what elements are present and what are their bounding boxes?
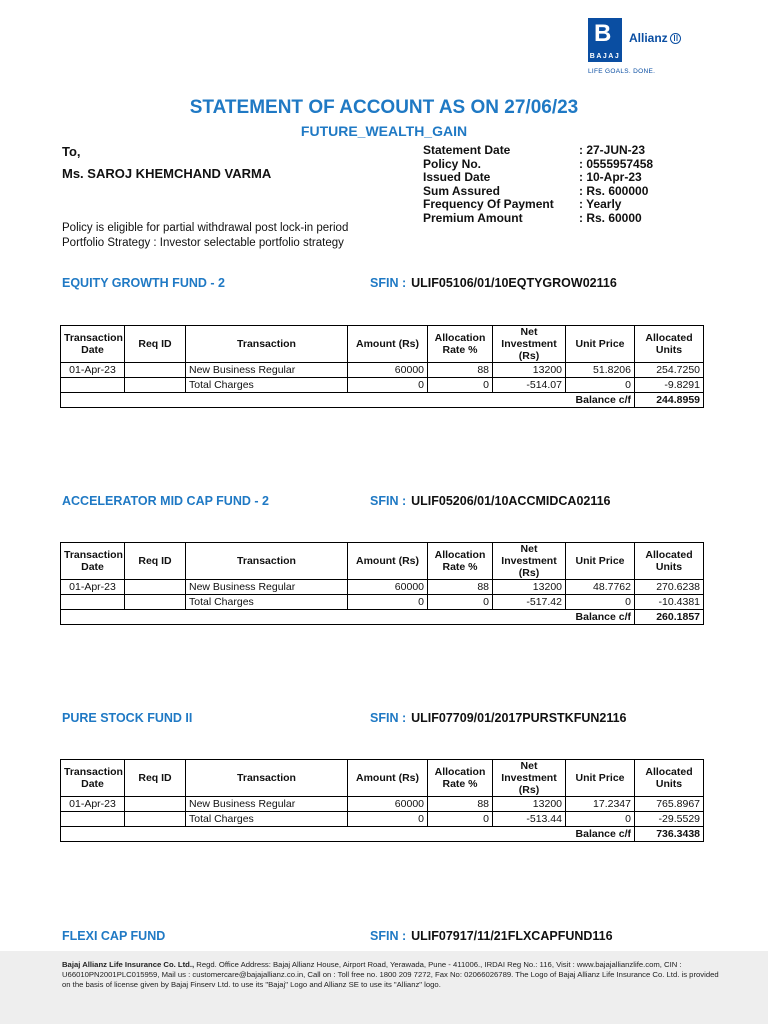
table-row <box>61 595 704 610</box>
cell-amount: 60000 <box>348 580 428 595</box>
col-header-transaction-date: Transaction Date <box>61 543 125 580</box>
detail-value: : Yearly <box>579 197 622 211</box>
policy-number-row <box>423 158 653 172</box>
portfolio-strategy-note: Portfolio Strategy : Investor selectable portfolio strategy <box>62 237 344 249</box>
fund-name: PURE STOCK FUND II <box>62 711 193 725</box>
issued-date-row <box>423 171 653 185</box>
sum-assured-row <box>423 185 653 199</box>
cell-allocation-rate: 88 <box>428 363 493 378</box>
col-header-amount: Amount (Rs) <box>348 326 428 363</box>
col-header-allocation-rate: Allocation Rate % <box>428 326 493 363</box>
fund-sfin <box>370 711 627 725</box>
cell-units: 270.6238 <box>635 580 704 595</box>
cell-allocation-rate: 88 <box>428 797 493 812</box>
col-header-unit-price: Unit Price <box>566 760 635 797</box>
cell-net-investment: -514.07 <box>493 378 566 393</box>
cell-req-id <box>125 363 186 378</box>
cell-amount: 0 <box>348 812 428 827</box>
table-header-row <box>61 543 704 580</box>
cell-units: 254.7250 <box>635 363 704 378</box>
fund-transactions-table <box>60 759 704 842</box>
sfin-code: ULIF05106/01/10EQTYGROW02116 <box>411 276 617 290</box>
cell-amount: 0 <box>348 595 428 610</box>
fund-name: ACCELERATOR MID CAP FUND - 2 <box>62 494 269 508</box>
cell-req-id <box>125 595 186 610</box>
col-header-net-investment: Net Investment (Rs) <box>493 543 566 580</box>
detail-label: Statement Date <box>423 143 511 157</box>
table-row <box>61 797 704 812</box>
balance-label: Balance c/f <box>61 393 635 408</box>
brand-tagline: LIFE GOALS. DONE. <box>588 68 656 75</box>
table-header-row <box>61 760 704 797</box>
premium-amount-row <box>423 212 653 226</box>
detail-label: Premium Amount <box>423 210 523 225</box>
col-header-transaction-date: Transaction Date <box>61 326 125 363</box>
sfin-code: ULIF07709/01/2017PURSTKFUN2116 <box>411 711 627 725</box>
statement-date-row <box>423 144 653 158</box>
cell-allocation-rate: 0 <box>428 378 493 393</box>
cell-transaction: New Business Regular <box>186 363 348 378</box>
plan-name: FUTURE_WEALTH_GAIN <box>300 123 468 139</box>
cell-amount: 60000 <box>348 797 428 812</box>
balance-label: Balance c/f <box>61 610 635 625</box>
cell-allocation-rate: 0 <box>428 595 493 610</box>
footer-text <box>62 960 722 990</box>
sfin-label: SFIN : <box>370 711 407 725</box>
cell-allocation-rate: 88 <box>428 580 493 595</box>
detail-label: Policy No. <box>423 156 482 171</box>
cell-amount: 0 <box>348 378 428 393</box>
col-header-transaction: Transaction <box>186 760 348 797</box>
cell-net-investment: -517.42 <box>493 595 566 610</box>
col-header-allocated-units: Allocated Units <box>635 760 704 797</box>
cell-unit-price: 0 <box>566 595 635 610</box>
table-row <box>61 580 704 595</box>
allianz-logo <box>629 31 681 45</box>
col-header-transaction: Transaction <box>186 543 348 580</box>
col-header-req-id: Req ID <box>125 760 186 797</box>
footer-address: Regd. Office Address: Bajaj Allianz House, Airport Road, Yerawada, Pune - 411006., IRDAI Reg No.: 116, Visit : www.bajajallianzlife.com, CIN : U66010PN2001PLC015959, Mail us : customercare@bajajallianz.co.in, Call on : Toll free no. 1800 209 7272, Fax No: 02066026789. The Logo of Bajaj Allianz Life Insurance Co. Ltd. is provided on the basis of license given by Bajaj Finserv Ltd. to use its "Bajaj" Logo and Allianz SE to use its "Allianz" logo. <box>62 960 719 989</box>
balance-row <box>61 393 704 408</box>
cell-req-id <box>125 580 186 595</box>
cell-net-investment: 13200 <box>493 363 566 378</box>
cell-unit-price: 0 <box>566 812 635 827</box>
cell-units: -9.8291 <box>635 378 704 393</box>
recipient-name: Ms. SAROJ KHEMCHAND VARMA <box>62 166 272 181</box>
table-row <box>61 812 704 827</box>
statement-title: STATEMENT OF ACCOUNT AS ON 27/06/23 <box>189 97 579 118</box>
balance-row <box>61 610 704 625</box>
cell-transaction: New Business Regular <box>186 797 348 812</box>
payment-frequency-row <box>423 198 653 212</box>
cell-net-investment: 13200 <box>493 580 566 595</box>
footer-company-name: Bajaj Allianz Life Insurance Co. Ltd., <box>62 960 195 969</box>
cell-transaction: Total Charges <box>186 812 348 827</box>
cell-transaction: Total Charges <box>186 378 348 393</box>
cell-net-investment: -513.44 <box>493 812 566 827</box>
cell-date <box>61 595 125 610</box>
sfin-code: ULIF07917/11/21FLXCAPFUND116 <box>411 929 613 943</box>
cell-unit-price: 51.8206 <box>566 363 635 378</box>
table-row <box>61 378 704 393</box>
cell-date <box>61 378 125 393</box>
table-header-row <box>61 326 704 363</box>
sfin-code: ULIF05206/01/10ACCMIDCA02116 <box>411 494 611 508</box>
detail-value: : 10-Apr-23 <box>579 170 642 184</box>
detail-label: Frequency Of Payment <box>423 197 554 211</box>
table-row <box>61 363 704 378</box>
cell-net-investment: 13200 <box>493 797 566 812</box>
fund-sfin <box>370 276 617 290</box>
page-footer <box>0 951 768 1024</box>
detail-label: Sum Assured <box>423 183 500 198</box>
allianz-logo-text: Allianz <box>629 31 668 45</box>
cell-req-id <box>125 812 186 827</box>
col-header-transaction-date: Transaction Date <box>61 760 125 797</box>
col-header-transaction: Transaction <box>186 326 348 363</box>
col-header-req-id: Req ID <box>125 543 186 580</box>
sfin-label: SFIN : <box>370 929 407 943</box>
col-header-amount: Amount (Rs) <box>348 760 428 797</box>
fund-sfin <box>370 929 613 943</box>
withdrawal-note: Policy is eligible for partial withdrawal post lock-in period <box>62 222 349 234</box>
sfin-label: SFIN : <box>370 494 407 508</box>
fund-name: EQUITY GROWTH FUND - 2 <box>62 276 225 290</box>
balance-value: 244.8959 <box>635 393 704 408</box>
fund-sfin <box>370 494 611 508</box>
cell-allocation-rate: 0 <box>428 812 493 827</box>
detail-value: : Rs. 600000 <box>579 183 649 198</box>
to-label: To, <box>62 144 81 159</box>
cell-req-id <box>125 378 186 393</box>
balance-value: 736.3438 <box>635 827 704 842</box>
col-header-unit-price: Unit Price <box>566 543 635 580</box>
cell-unit-price: 48.7762 <box>566 580 635 595</box>
cell-unit-price: 17.2347 <box>566 797 635 812</box>
cell-date: 01-Apr-23 <box>61 363 125 378</box>
fund-transactions-table <box>60 325 704 408</box>
bajaj-logo-mark <box>588 18 622 62</box>
col-header-req-id: Req ID <box>125 326 186 363</box>
col-header-amount: Amount (Rs) <box>348 543 428 580</box>
cell-units: 765.8967 <box>635 797 704 812</box>
cell-unit-price: 0 <box>566 378 635 393</box>
fund-transactions-table <box>60 542 704 625</box>
cell-units: -29.5529 <box>635 812 704 827</box>
col-header-allocated-units: Allocated Units <box>635 326 704 363</box>
balance-value: 260.1857 <box>635 610 704 625</box>
detail-value: : 0555957458 <box>579 156 654 171</box>
cell-transaction: New Business Regular <box>186 580 348 595</box>
col-header-allocation-rate: Allocation Rate % <box>428 760 493 797</box>
cell-amount: 60000 <box>348 363 428 378</box>
cell-req-id <box>125 797 186 812</box>
col-header-allocation-rate: Allocation Rate % <box>428 543 493 580</box>
col-header-unit-price: Unit Price <box>566 326 635 363</box>
balance-row <box>61 827 704 842</box>
cell-date <box>61 812 125 827</box>
detail-label: Issued Date <box>423 170 491 184</box>
cell-date: 01-Apr-23 <box>61 797 125 812</box>
bajaj-logo-text: BAJAJ <box>589 53 621 60</box>
policy-details <box>423 144 653 225</box>
detail-value: : Rs. 60000 <box>579 210 642 225</box>
cell-date: 01-Apr-23 <box>61 580 125 595</box>
col-header-net-investment: Net Investment (Rs) <box>493 326 566 363</box>
cell-transaction: Total Charges <box>186 595 348 610</box>
col-header-allocated-units: Allocated Units <box>635 543 704 580</box>
detail-value: : 27-JUN-23 <box>579 143 646 157</box>
fund-name: FLEXI CAP FUND <box>62 929 166 943</box>
sfin-label: SFIN : <box>370 276 407 290</box>
col-header-net-investment: Net Investment (Rs) <box>493 760 566 797</box>
cell-units: -10.4381 <box>635 595 704 610</box>
balance-label: Balance c/f <box>61 827 635 842</box>
bajaj-b-icon: B <box>594 20 612 47</box>
allianz-eagle-icon <box>670 33 681 44</box>
